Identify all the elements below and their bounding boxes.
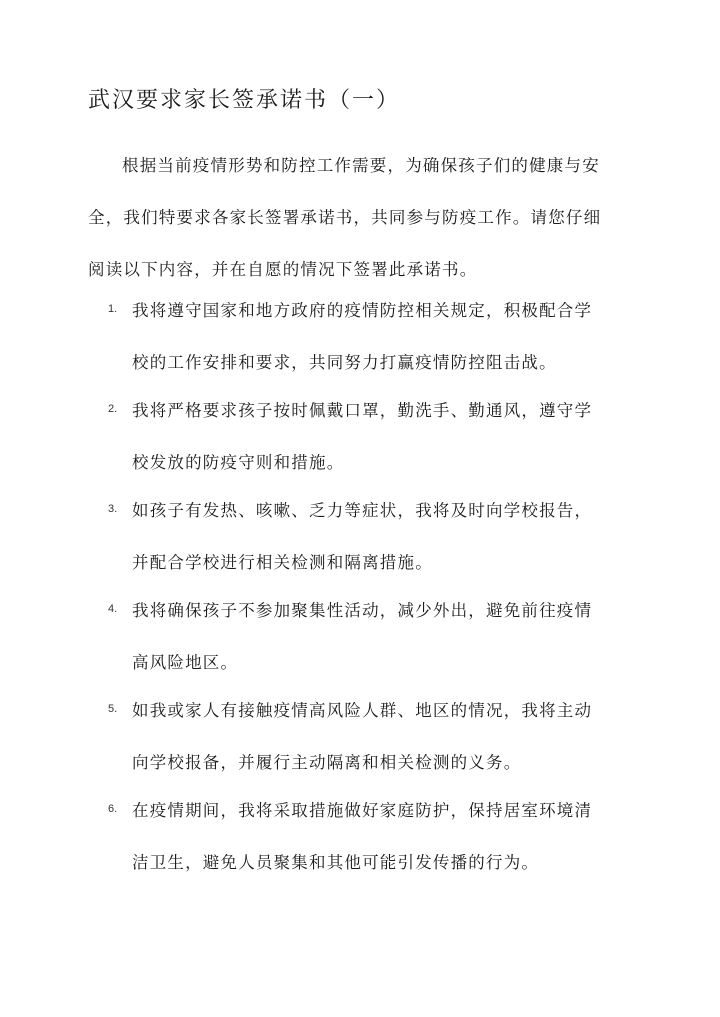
commitment-item-3 [108, 497, 633, 577]
intro-line: 全，我们特要求各家长签署承诺书，共同参与防疫工作。请您仔细 [88, 208, 602, 227]
item-line: 高风险地区。 [132, 653, 239, 672]
item-line: 在疫情期间，我将采取措施做好家庭防护，保持居室环境清 [132, 801, 593, 820]
commitment-item-2 [108, 397, 633, 477]
item-line: 如孩子有发热、咳嗽、乏力等症状，我将及时向学校报告， [132, 501, 593, 520]
item-line: 并配合学校进行相关检测和隔离措施。 [132, 553, 433, 572]
commitment-item-4 [108, 597, 633, 677]
commitment-item-5 [108, 697, 633, 777]
document-title: 武汉要求家长签承诺书（一） [88, 88, 401, 113]
item-line: 洁卫生，避免人员聚集和其他可能引发传播的行为。 [132, 853, 540, 872]
item-line: 校发放的防疫守则和措施。 [132, 453, 345, 472]
item-line: 我将遵守国家和地方政府的疫情防控相关规定，积极配合学 [132, 301, 593, 320]
commitment-item-6 [108, 797, 633, 877]
item-number: 6. [108, 803, 118, 815]
item-line: 向学校报备，并履行主动隔离和相关检测的义务。 [132, 753, 522, 772]
item-number: 2. [108, 403, 118, 415]
item-line: 如我或家人有接触疫情高风险人群、地区的情况，我将主动 [132, 701, 593, 720]
item-number: 1. [108, 303, 118, 315]
item-line: 我将确保孩子不参加聚集性活动，减少外出，避免前往疫情 [132, 601, 593, 620]
item-line: 我将严格要求孩子按时佩戴口罩，勤洗手、勤通风，遵守学 [132, 401, 593, 420]
item-line: 校的工作安排和要求，共同努力打赢疫情防控阻击战。 [132, 353, 557, 372]
commitment-item-1 [108, 297, 633, 377]
item-number: 5. [108, 703, 118, 715]
item-number: 3. [108, 503, 118, 515]
intro-paragraph [88, 152, 633, 308]
intro-line: 根据当前疫情形势和防控工作需要，为确保孩子们的健康与安 [122, 156, 600, 175]
item-number: 4. [108, 603, 118, 615]
intro-line: 阅读以下内容，并在自愿的情况下签署此承诺书。 [88, 260, 478, 279]
